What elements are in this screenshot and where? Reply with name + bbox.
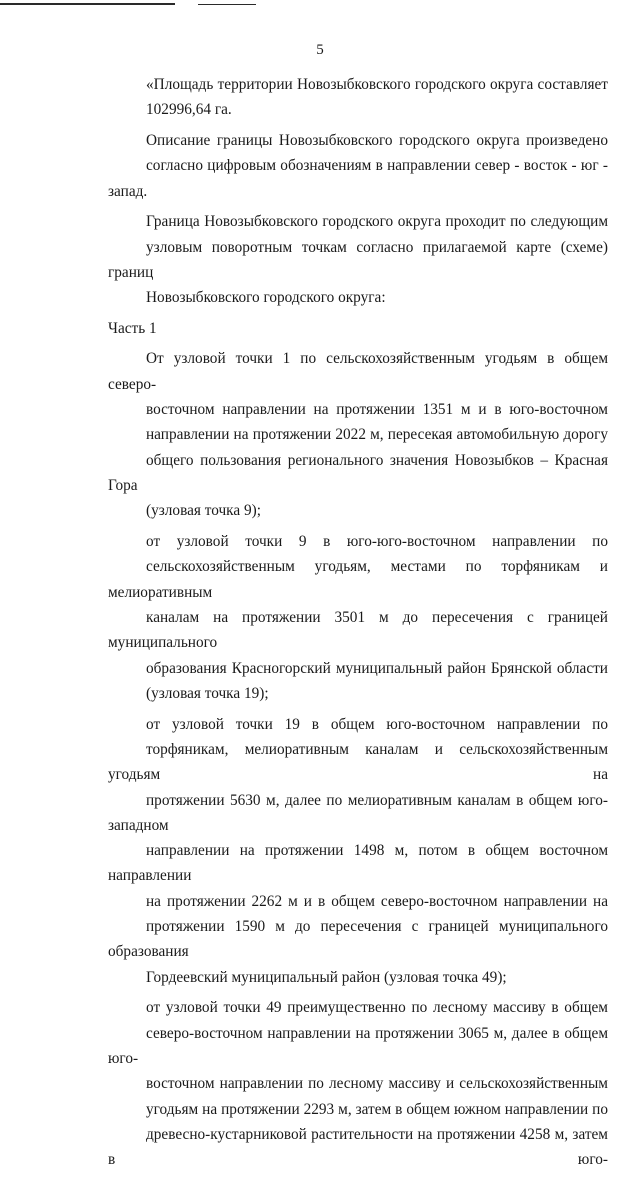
paragraph-line: каналам на протяжении 3501 м до пересечения с границей муниципального [108, 608, 608, 652]
paragraph-line: на протяжении 2262 м и в общем северо-восточном направлении на [146, 892, 608, 910]
paragraph-line: направлении на протяжении 2022 м, пересекая автомобильную дорогу [146, 426, 608, 444]
paragraph-line: древесно-кустарниковой растительности на протяжении 4258 м, затем в юго- [108, 1125, 608, 1169]
paragraph-line: угодьям на протяжении 2293 м, затем в общем южном направлении по [146, 1100, 608, 1118]
paragraph-line: согласно цифровым обозначениям в направлении север - восток - юг - запад. [108, 157, 608, 200]
paragraph-line: восточном направлении на протяжении 1351 м и в юго-восточном [146, 401, 608, 419]
paragraph-line: Описание границы Новозыбковского городского округа произведено [146, 132, 608, 150]
paragraph-segment-19 [108, 712, 608, 990]
paragraph-line: протяжении 1590 м до пересечения с границей муниципального образования [108, 918, 608, 961]
paragraph-line: торфяникам, мелиоративным каналам и сельскохозяйственным угодьям на [108, 740, 608, 784]
paragraph-line: Граница Новозыбковского городского округа проходит по следующим [146, 213, 608, 231]
paragraph-line: протяжении 5630 м, далее по мелиоративным каналам в общем юго-западном [108, 791, 608, 834]
paragraph-line: «Площадь территории Новозыбковского городского округа составляет [146, 76, 608, 93]
paragraph-border-intro [108, 209, 608, 310]
paragraph-line: северо-восточном направлении на протяжении 3065 м, далее в общем юго- [108, 1024, 608, 1067]
paragraph-line: 102996,64 га. [146, 101, 232, 119]
paragraph-line: Новозыбковского городского округа: [146, 289, 386, 307]
paragraph-line: от узловой точки 19 в общем юго-восточном направлении по [146, 715, 608, 733]
paragraph-line: (узловая точка 19); [146, 684, 269, 702]
paragraph-line: от узловой точки 9 в юго-юго-восточном направлении по [146, 533, 608, 551]
scan-artifact-line [0, 3, 175, 5]
paragraph-segment-9 [108, 529, 608, 706]
paragraph-line: образования Красногорский муниципальный район Брянской области [146, 659, 608, 677]
paragraph-line: восточном направлении по лесному массиву и сельскохозяйственным [146, 1075, 608, 1093]
paragraph-segment-1 [108, 346, 608, 523]
paragraph-line: сельскохозяйственным угодьям, местами по торфяникам и мелиоративным [108, 558, 608, 601]
paragraph-line: Часть 1 [108, 320, 157, 338]
scan-artifact-line-short [198, 4, 256, 5]
paragraph-line: от узловой точки 49 преимущественно по лесному массиву в общем [146, 999, 608, 1017]
document-body [108, 72, 608, 1178]
paragraph-area [108, 72, 608, 123]
paragraph-line: От узловой точки 1 по сельскохозяйственным угодьям в общем северо- [108, 350, 608, 393]
paragraph-line: Гордеевский муниципальный район (узловая точка 49); [146, 968, 507, 986]
paragraph-line: узловым поворотным точкам согласно прилагаемой карте (схеме) границ [108, 238, 608, 282]
paragraph-line: общего пользования регионального значения Новозыбков – Красная Гора [108, 451, 608, 494]
paragraph-segment-49 [108, 995, 608, 1172]
paragraph-line: направлении на протяжении 1498 м, потом в общем восточном направлении [108, 842, 608, 885]
paragraph-part-heading [108, 316, 608, 341]
paragraph-line: (узловая точка 9); [146, 502, 261, 520]
page-number: 5 [316, 42, 324, 58]
paragraph-description [108, 128, 608, 204]
